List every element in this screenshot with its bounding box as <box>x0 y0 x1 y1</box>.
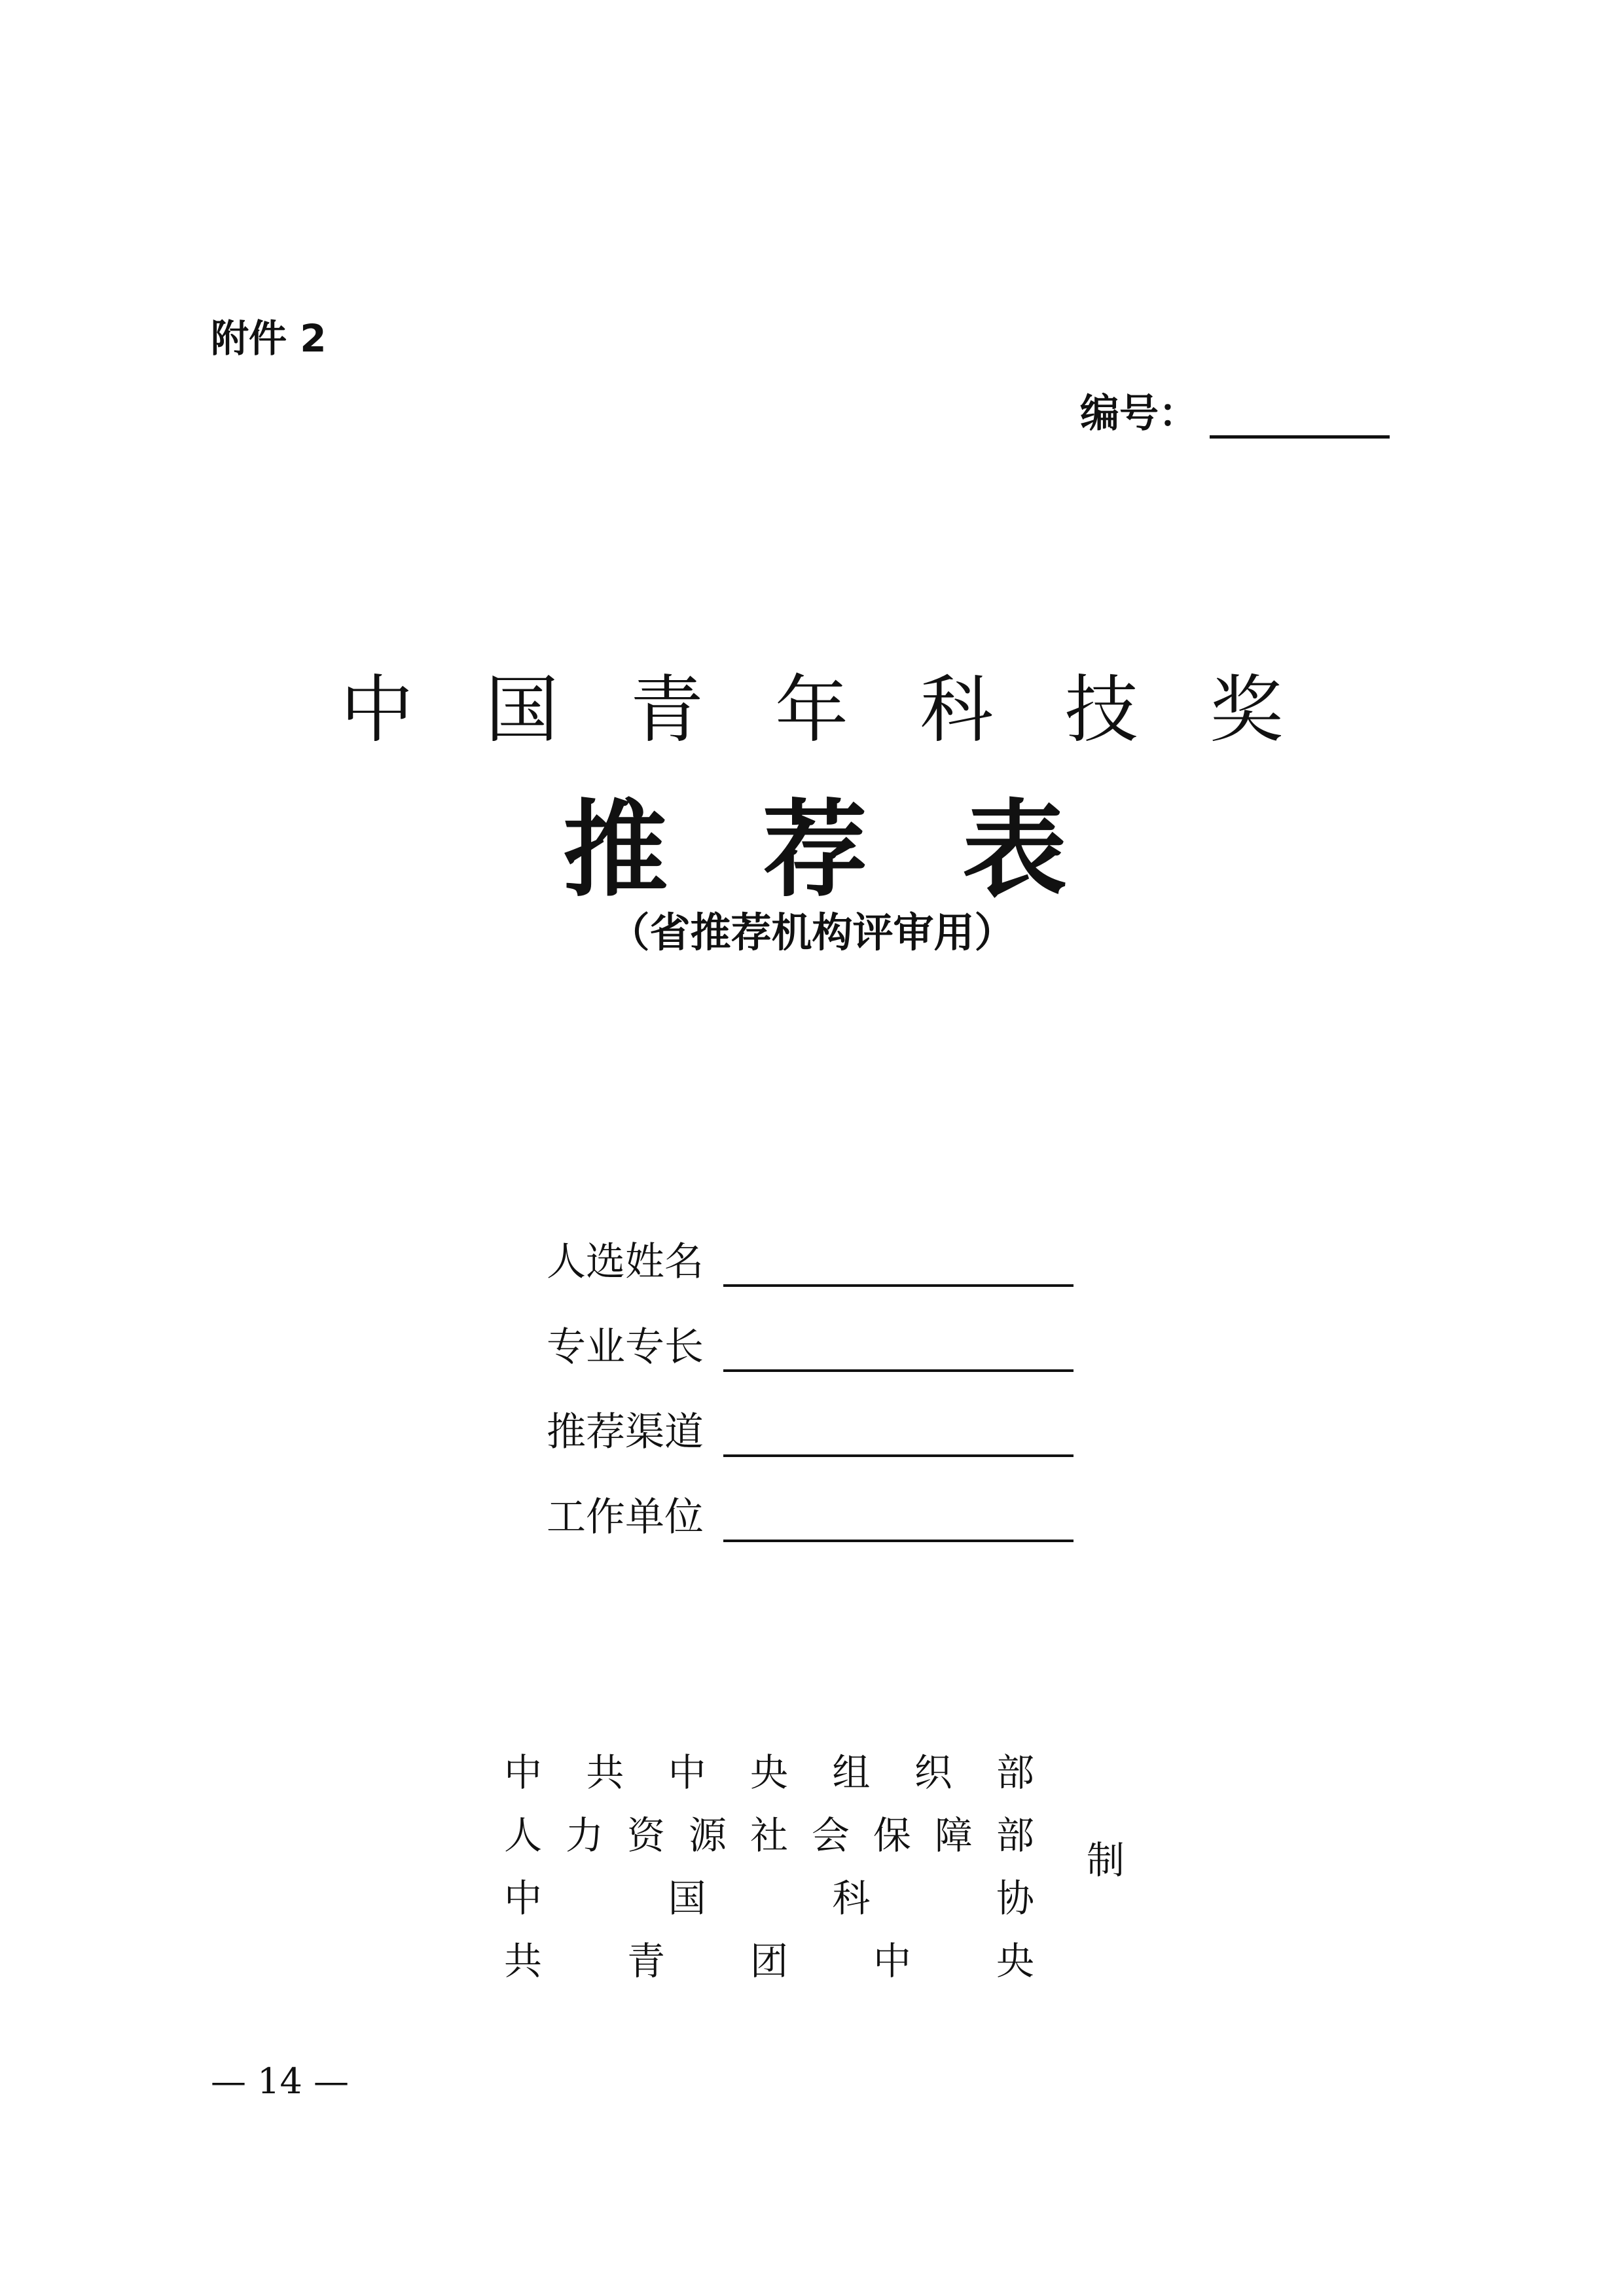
issuer-char: 中 <box>873 1939 911 1983</box>
field-label: 工作单位 <box>547 1494 704 1540</box>
form-title-char: 推 <box>563 788 668 911</box>
form-subtitle: （省推荐机构评审用） <box>609 909 1015 956</box>
award-title-char: 技 <box>1064 668 1138 753</box>
field-work-unit <box>547 1486 1074 1542</box>
issuer-cast <box>504 1864 1034 1926</box>
award-title-char: 年 <box>774 668 848 753</box>
form-title-char: 表 <box>962 788 1067 911</box>
issuer-char: 障 <box>934 1813 973 1858</box>
serial-number <box>1080 382 1390 439</box>
issuer-char: 会 <box>811 1813 850 1858</box>
issuer-char: 国 <box>668 1876 706 1920</box>
issuer-char: 团 <box>749 1939 788 1983</box>
field-blank-line[interactable] <box>723 1241 1074 1287</box>
issuer-char: 部 <box>996 1750 1034 1795</box>
issuer-char: 织 <box>914 1750 952 1795</box>
award-title <box>340 651 1283 757</box>
issued-suffix: 制 <box>1087 1838 1125 1883</box>
issuer-char: 力 <box>565 1813 604 1858</box>
field-blank-line[interactable] <box>723 1326 1074 1372</box>
issuer-char: 科 <box>832 1876 871 1920</box>
award-title-char: 科 <box>920 668 994 753</box>
field-specialty <box>547 1316 1074 1372</box>
issuing-organizations <box>504 1738 1034 1989</box>
issuer-char: 协 <box>996 1876 1034 1920</box>
issuer-char: 央 <box>996 1939 1034 1983</box>
field-label: 专业专长 <box>547 1324 704 1370</box>
issuer-char: 央 <box>749 1750 788 1795</box>
issuer-hr-ministry <box>504 1801 1034 1864</box>
issuer-char: 人 <box>504 1813 543 1858</box>
page-number: — 14 — <box>211 2061 350 2102</box>
issuer-char: 保 <box>873 1813 911 1858</box>
form-title-char: 荐 <box>762 788 867 911</box>
serial-blank-line[interactable] <box>1210 389 1390 439</box>
issuer-char: 社 <box>749 1813 788 1858</box>
field-label: 人选姓名 <box>547 1239 704 1285</box>
field-blank-line[interactable] <box>723 1496 1074 1542</box>
issuer-char: 部 <box>996 1813 1034 1858</box>
field-blank-line[interactable] <box>723 1411 1074 1457</box>
issuer-char: 中 <box>504 1876 543 1920</box>
issuer-char: 共 <box>586 1750 624 1795</box>
issuer-char: 中 <box>668 1750 706 1795</box>
issuer-char: 青 <box>626 1939 665 1983</box>
issuer-cyl <box>504 1926 1034 1989</box>
award-title-char: 国 <box>485 668 559 753</box>
issuer-org-dept <box>504 1738 1034 1801</box>
form-title <box>563 766 1067 916</box>
issuer-char: 资 <box>626 1813 665 1858</box>
issuer-char: 共 <box>504 1939 543 1983</box>
field-label: 推荐渠道 <box>547 1409 704 1455</box>
field-candidate-name <box>547 1231 1074 1287</box>
attachment-label: 附件 2 <box>211 316 327 361</box>
issuer-char: 组 <box>832 1750 871 1795</box>
award-title-char: 奖 <box>1209 668 1283 753</box>
award-title-char: 青 <box>630 668 704 753</box>
serial-label: 编号： <box>1080 391 1198 437</box>
issuer-char: 中 <box>504 1750 543 1795</box>
field-recommendation-channel <box>547 1401 1074 1457</box>
issuer-char: 源 <box>688 1813 727 1858</box>
award-title-char: 中 <box>340 668 414 753</box>
